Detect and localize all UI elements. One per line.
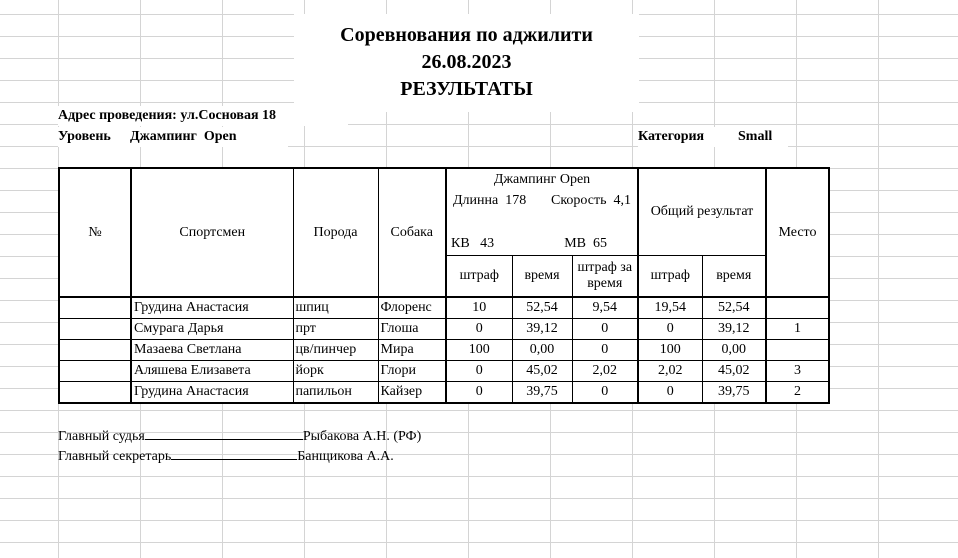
row-breed: йорк [293,361,378,382]
row-dog: Глоша [378,319,446,340]
row-total-penalty: 0 [638,382,702,404]
row-total-penalty: 19,54 [638,297,702,319]
col-total-penalty-header: штраф [638,256,702,298]
row-time: 0,00 [512,340,572,361]
row-breed: папильон [293,382,378,404]
competition-date: 26.08.2023 [421,51,512,73]
row-time-penalty: 9,54 [572,297,638,319]
row-total-time: 39,12 [702,319,766,340]
row-place [766,340,829,361]
row-athlete: Мазаева Светлана [131,340,293,361]
row-athlete: Аляшева Елизавета [131,361,293,382]
judge-signature-blank [145,425,303,440]
table-row [59,319,829,340]
secretary-signature-line [58,445,394,467]
col-dog-header: Собака [378,168,446,297]
col-time-header: время [512,256,572,298]
col-time-penalty-header: штраф за время [572,256,638,298]
row-athlete: Грудина Анастасия [131,382,293,404]
address-line: Адрес проведения: ул.Сосновая 18 [58,106,348,126]
col-place-header: Место [766,168,829,297]
secretary-name: Банщикова А.А. [297,449,394,464]
secretary-label: Главный секретарь [58,449,172,464]
row-penalty: 100 [446,340,512,361]
run-kv: КВ 43 [451,236,495,251]
row-athlete: Грудина Анастасия [131,297,293,319]
row-place: 3 [766,361,829,382]
category-label: Категория [638,129,705,144]
row-num [59,361,131,382]
row-penalty: 10 [446,297,512,319]
row-time-penalty: 0 [572,340,638,361]
row-total-time: 52,54 [702,297,766,319]
row-dog: Глори [378,361,446,382]
level-label: Уровень [58,129,111,144]
run-group-header [446,168,638,256]
row-breed: цв/пинчер [293,340,378,361]
run-mv: МВ 65 [564,236,607,251]
secretary-signature-blank [171,445,297,460]
row-total-time: 39,75 [702,382,766,404]
category-line [638,127,788,147]
row-time: 39,75 [512,382,572,404]
row-num [59,340,131,361]
row-time: 39,12 [512,319,572,340]
row-dog: Мира [378,340,446,361]
col-num-header: № [59,168,131,297]
col-athlete-header: Спортсмен [131,168,293,297]
row-place: 1 [766,319,829,340]
run-length: Длинна 178 [453,193,527,208]
row-total-penalty: 0 [638,319,702,340]
header-row-1 [59,168,829,256]
level-value: Джампинг Open [130,129,237,144]
row-time: 45,02 [512,361,572,382]
row-place [766,297,829,319]
row-total-penalty: 100 [638,340,702,361]
row-place: 2 [766,382,829,404]
level-line [58,127,288,147]
table-row [59,297,829,319]
results-heading: РЕЗУЛЬТАТЫ [400,78,533,100]
run-params [447,191,637,211]
col-breed-header: Порода [293,168,378,297]
col-penalty-header: штраф [446,256,512,298]
run-title: Джампинг Open [493,172,591,187]
category-value: Small [738,129,773,144]
results-table [58,167,830,404]
competition-title: Соревнования по аджилити [340,24,593,46]
table-row [59,382,829,404]
row-num [59,319,131,340]
table-row [59,340,829,361]
row-time-penalty: 0 [572,382,638,404]
col-total-time-header: время [702,256,766,298]
row-total-penalty: 2,02 [638,361,702,382]
run-limits [447,233,637,255]
row-time-penalty: 2,02 [572,361,638,382]
row-athlete: Смурага Дарья [131,319,293,340]
row-penalty: 0 [446,361,512,382]
run-speed: Скорость 4,1 [551,193,631,208]
row-penalty: 0 [446,382,512,404]
judge-name: Рыбакова А.Н. (РФ) [302,429,422,444]
overall-header: Общий результат [638,168,766,256]
row-total-time: 45,02 [702,361,766,382]
row-breed: шпиц [293,297,378,319]
title-block [294,14,639,112]
row-total-time: 0,00 [702,340,766,361]
judge-label: Главный судья [58,429,145,444]
row-num [59,297,131,319]
row-dog: Кайзер [378,382,446,404]
row-time-penalty: 0 [572,319,638,340]
judge-signature-line [58,425,421,447]
row-breed: прт [293,319,378,340]
row-num [59,382,131,404]
row-dog: Флоренс [378,297,446,319]
row-time: 52,54 [512,297,572,319]
row-penalty: 0 [446,319,512,340]
table-row [59,361,829,382]
